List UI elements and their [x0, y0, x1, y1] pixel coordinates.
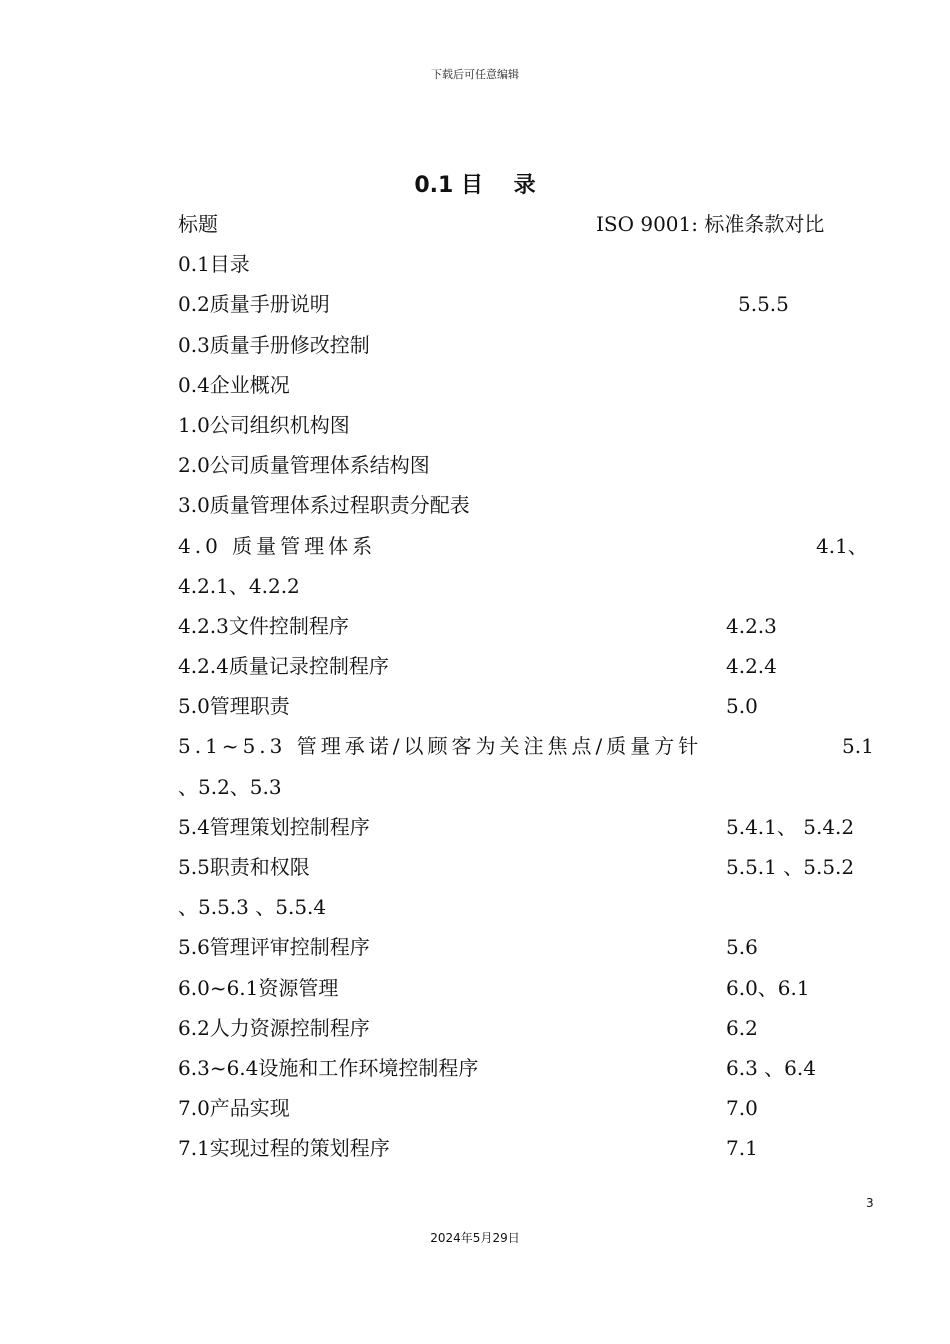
toc-row	[178, 445, 878, 485]
toc-row	[178, 606, 878, 646]
header-note: 下载后可任意编辑	[431, 68, 519, 81]
toc-entry-clause: 5.5.5	[738, 292, 789, 317]
toc-row	[178, 726, 878, 766]
toc-row	[178, 646, 878, 686]
toc-row	[178, 526, 878, 566]
toc-entry-title: 0.1目录	[178, 252, 250, 277]
toc-row	[178, 1048, 878, 1088]
toc-column-clause: ISO 9001: 标准条款对比	[596, 212, 825, 236]
toc-row	[178, 1088, 878, 1128]
toc-entry-clause: 5.5.1 、5.5.2	[726, 855, 855, 879]
toc-row	[178, 405, 878, 445]
toc-entry-title: 0.4企业概况	[178, 372, 290, 397]
toc-row	[178, 847, 878, 887]
toc-row	[178, 485, 878, 525]
toc-entry-title: 6.0~6.1资源管理	[178, 975, 339, 1000]
toc-entry-title: 0.2质量手册说明	[178, 292, 330, 317]
toc-entry-title: 5.1~5.3 管理承诺/以顾客为关注焦点/质量方针	[178, 734, 703, 759]
toc-row	[178, 325, 878, 365]
toc-column-title: 标题	[178, 212, 218, 236]
toc-entry-clause: 7.1	[726, 1136, 758, 1161]
toc-row	[178, 767, 878, 807]
toc-entry-title: 3.0质量管理体系过程职责分配表	[178, 493, 470, 518]
toc-entry-title: 1.0公司组织机构图	[178, 412, 350, 437]
toc-entry-title: 4.2.4质量记录控制程序	[178, 654, 389, 679]
toc-entry-title: 、5.5.3 、5.5.4	[178, 895, 327, 920]
toc-entry-title: 2.0公司质量管理体系结构图	[178, 453, 430, 478]
toc-row	[178, 887, 878, 927]
toc-entry-title: 7.1实现过程的策划程序	[178, 1136, 390, 1161]
toc-entry-clause: 7.0	[726, 1096, 758, 1121]
toc-entry-clause: 4.2.4	[726, 654, 777, 679]
toc-entry-title: 6.3~6.4设施和工作环境控制程序	[178, 1055, 479, 1080]
toc-entry-title: 6.2人力资源控制程序	[178, 1015, 370, 1040]
toc-row	[178, 686, 878, 726]
toc-entry-title: 0.3质量手册修改控制	[178, 332, 370, 357]
footer-date: 2024年5月29日	[430, 1231, 520, 1245]
toc-entry-clause: 5.1	[842, 734, 874, 759]
toc-entry-clause: 4.1、	[816, 533, 868, 558]
toc-entry-title: 5.5职责和权限	[178, 855, 310, 879]
toc-row	[178, 365, 878, 405]
toc-row	[178, 927, 878, 967]
toc-entry-title: 7.0产品实现	[178, 1096, 290, 1121]
toc-entry-title: 4.0 质量管理体系	[178, 533, 377, 558]
toc-entry-clause: 6.2	[726, 1015, 758, 1040]
toc-row	[178, 1008, 878, 1048]
table-of-contents	[178, 204, 878, 1169]
toc-entry-clause: 5.4.1、 5.4.2	[726, 814, 855, 839]
toc-entry-title: 5.6管理评审控制程序	[178, 935, 370, 960]
toc-row	[178, 284, 878, 324]
toc-row	[178, 244, 878, 284]
toc-row	[178, 1128, 878, 1168]
toc-entry-title: 、5.2、5.3	[178, 774, 282, 799]
toc-entry-clause: 6.0、6.1	[726, 975, 810, 1000]
toc-entry-clause: 5.6	[726, 935, 758, 960]
page-number: 3	[866, 1196, 874, 1210]
toc-entry-title: 4.2.1、4.2.2	[178, 573, 300, 598]
toc-entry-clause: 4.2.3	[726, 613, 777, 638]
toc-entry-title: 4.2.3文件控制程序	[178, 613, 349, 638]
toc-entry-clause: 5.0	[726, 694, 758, 719]
toc-row	[178, 807, 878, 847]
toc-row	[178, 968, 878, 1008]
toc-entry-clause: 6.3 、6.4	[726, 1055, 816, 1080]
toc-row	[178, 566, 878, 606]
toc-entry-title: 5.4管理策划控制程序	[178, 814, 370, 839]
toc-header-row	[178, 204, 878, 244]
page-title: 0.1 目 录	[414, 173, 536, 198]
toc-entry-title: 5.0管理职责	[178, 694, 290, 719]
